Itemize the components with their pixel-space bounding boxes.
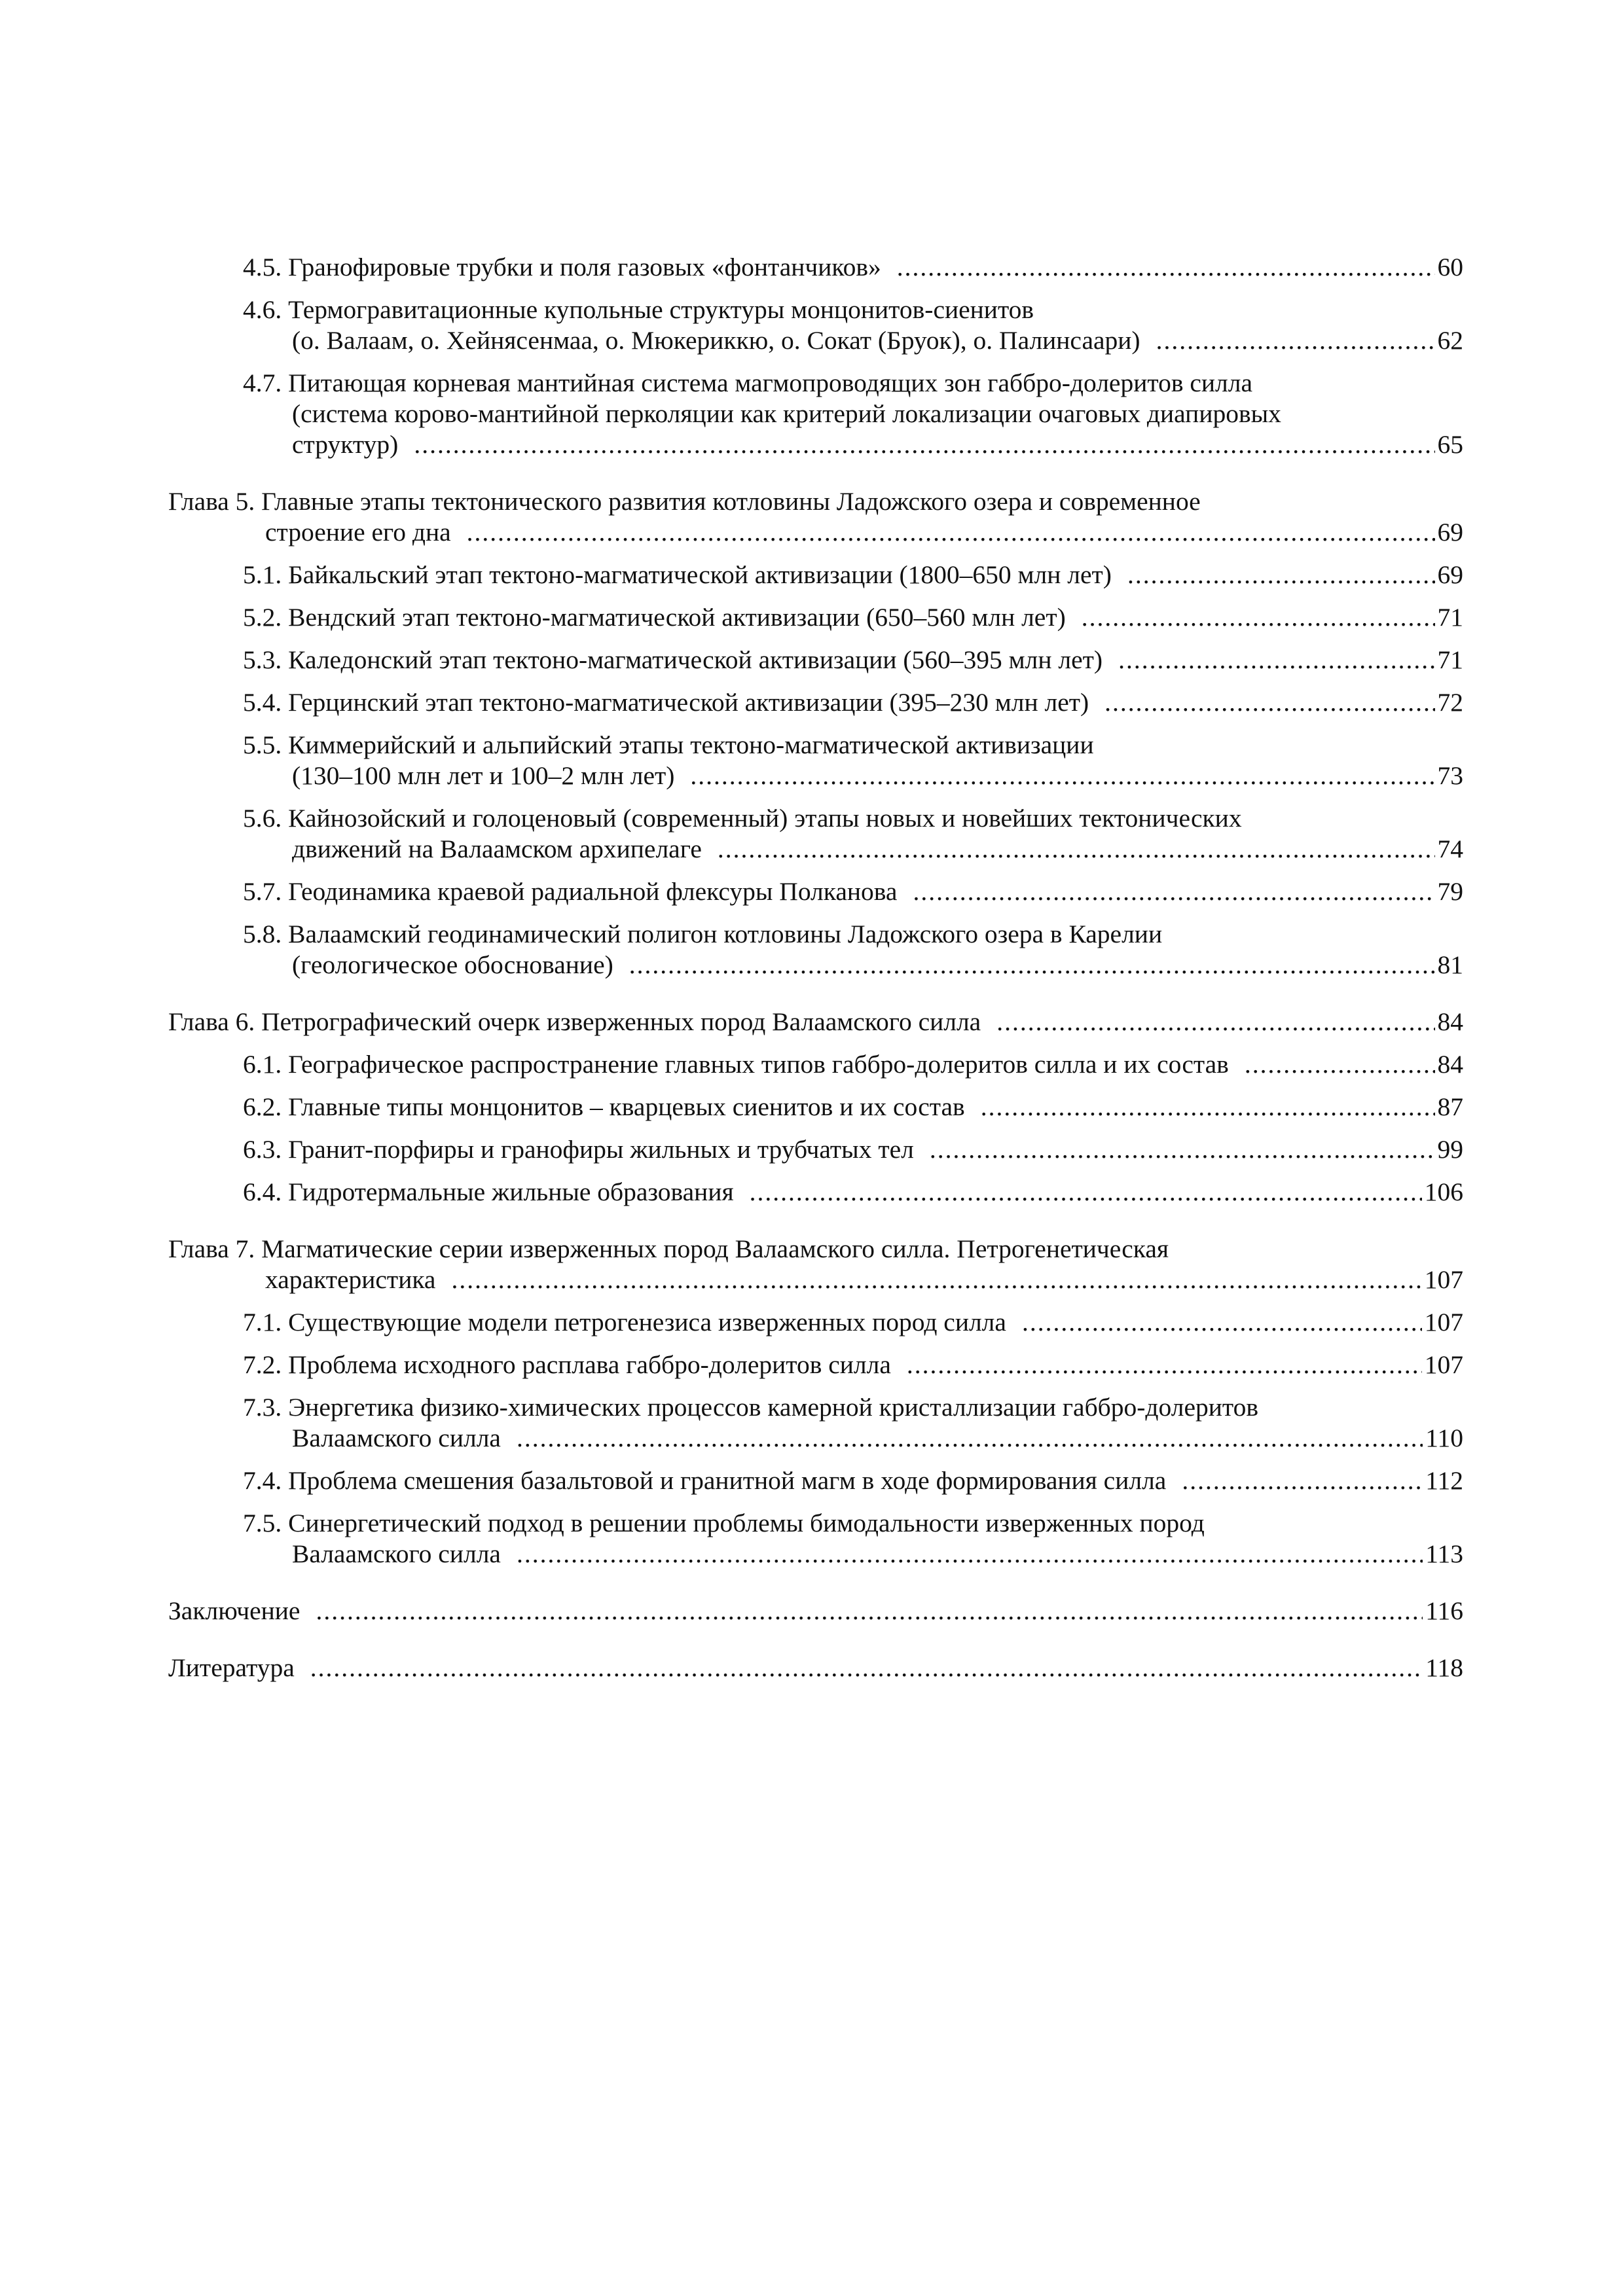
dot-leader [981,1092,1435,1122]
toc-page-number: 87 [1437,1092,1463,1121]
toc-entry-title-line: Глава 7. Магматические серии изверженных пород Валаамского силла. Петрогенетическая [168,1234,1169,1263]
toc-entry-title-line: 5.6. Кайнозойский и голоценовый (современный) этапы новых и новейших тектонических [243,804,1242,833]
toc-entry-title: 5.1. Байкальский этап тектоно-магматической активизации (1800–650 млн лет) [243,560,1112,589]
toc-entry-chapter-5 [168,486,1463,548]
toc-entry-5-7 [243,876,1463,907]
dot-leader [1118,645,1434,675]
toc-entry-title: 6.3. Гранит-порфиры и гранофиры жильных и трубчатых тел [243,1135,914,1164]
dot-leader [1127,560,1435,590]
toc-page-number: 81 [1437,950,1463,979]
toc-entry-title: 5.3. Каледонский этап тектоно-магматической активизации (560–395 млн лет) [243,645,1103,674]
dot-leader [1082,602,1435,633]
toc-entry-title: Валаамского силла [292,1539,501,1568]
toc-entry-line [243,876,1463,907]
toc-page-number: 60 [1437,253,1463,281]
toc-page-number: 106 [1424,1177,1463,1206]
toc-entry-7-2 [243,1350,1463,1380]
toc-page-number: 62 [1437,326,1463,355]
toc-page-number: 118 [1425,1653,1463,1682]
toc-entry-title: строение его дна [265,518,451,547]
toc-entry-chapter-7 [168,1234,1463,1295]
dot-leader [629,950,1435,980]
toc-page-number: 65 [1437,430,1463,459]
toc-entry-line [243,1134,1463,1165]
toc-entry-title: 7.1. Существующие модели петрогенезиса изверженных пород силла [243,1308,1006,1336]
toc-entry-6-3 [243,1134,1463,1165]
toc-entry-title-line: Глава 5. Главные этапы тектонического развития котловины Ладожского озера и современное [168,487,1201,516]
dot-leader [897,252,1435,283]
toc-entry-5-3 [243,645,1463,675]
dot-leader [1022,1307,1422,1338]
toc-entry-7-1 [243,1307,1463,1338]
dot-leader [467,517,1435,548]
toc-entry-line [243,252,1463,283]
toc-entry-7-3 [243,1392,1463,1454]
toc-entry-4-6 [243,295,1463,356]
toc-page-number: 112 [1425,1466,1463,1495]
toc-entry-title: (геологическое обоснование) [292,950,613,979]
toc-entry-chapter-6 [168,1007,1463,1037]
toc-entry-title: Глава 6. Петрографический очерк изверженных пород Валаамского силла [168,1007,981,1036]
toc-entry-line [168,517,1463,548]
toc-entry-5-5 [243,730,1463,791]
toc-entry-5-1 [243,560,1463,590]
dot-leader [750,1177,1422,1208]
toc-entry-line [243,1092,1463,1122]
toc-page-number: 99 [1437,1135,1463,1164]
toc-entry-line [168,1007,1463,1037]
toc-entry-title-line: 4.7. Питающая корневая мантийная система магмопроводящих зон габбро-долеритов силла [243,368,1252,397]
toc-entry-line [243,1177,1463,1208]
toc-page-number: 107 [1424,1265,1463,1294]
toc-entry-7-5 [243,1508,1463,1570]
toc-entry-title: Валаамского силла [292,1424,501,1452]
toc-entry-line [243,1307,1463,1338]
toc-entry-title: Заключение [168,1596,301,1625]
toc-entry-line [243,950,1463,980]
toc-entry-line [243,834,1463,865]
toc-entry-title: 6.4. Гидротермальные жильные образования [243,1177,734,1206]
toc-entry-6-1 [243,1049,1463,1080]
toc-page-number: 71 [1437,645,1463,674]
toc-entry-7-4 [243,1465,1463,1496]
dot-leader [1104,687,1434,718]
dot-leader [517,1539,1423,1570]
dot-leader [996,1007,1434,1037]
table-of-contents [168,252,1463,1695]
dot-leader [517,1423,1423,1454]
dot-leader [316,1596,1423,1626]
toc-entry-conclusion [168,1596,1463,1626]
toc-entry-line [243,429,1463,460]
toc-entry-title-line: 5.5. Киммерийский и альпийский этапы тектоно-магматической активизации [243,730,1094,759]
toc-entry-title: 6.1. Географическое распространение главных типов габбро-долеритов силла и их состав [243,1050,1229,1079]
toc-entry-line [243,645,1463,675]
toc-entry-title: структур) [292,430,399,459]
dot-leader [451,1265,1421,1295]
toc-entry-line [168,1596,1463,1626]
dot-leader [913,876,1434,907]
dot-leader [1156,325,1435,356]
toc-entry-title: 5.4. Герцинский этап тектоно-магматической активизации (395–230 млн лет) [243,688,1089,717]
toc-entry-line [243,761,1463,791]
toc-page-number: 74 [1437,834,1463,863]
toc-page-number: 107 [1424,1308,1463,1336]
toc-entry-line [243,1350,1463,1380]
dot-leader [1245,1049,1435,1080]
toc-entry-title: 6.2. Главные типы монцонитов – кварцевых сиенитов и их состав [243,1092,965,1121]
toc-entry-line [243,687,1463,718]
dot-leader [930,1134,1435,1165]
toc-entry-title: 5.7. Геодинамика краевой радиальной флексуры Полканова [243,877,898,906]
toc-page-number: 116 [1425,1596,1463,1625]
toc-entry-4-7 [243,368,1463,460]
toc-entry-title: характеристика [265,1265,436,1294]
toc-entry-literature [168,1653,1463,1683]
toc-entry-title: 7.4. Проблема смешения базальтовой и гранитной магм в ходе формирования силла [243,1466,1167,1495]
toc-entry-5-2 [243,602,1463,633]
toc-page-number: 72 [1437,688,1463,717]
toc-entry-line [243,602,1463,633]
toc-entry-title: Литература [168,1653,295,1682]
toc-entry-5-6 [243,803,1463,865]
toc-entry-line [168,1653,1463,1683]
toc-entry-title: (130–100 млн лет и 100–2 млн лет) [292,761,675,790]
toc-entry-title: 5.2. Вендский этап тектоно-магматической активизации (650–560 млн лет) [243,603,1066,632]
toc-entry-line [243,1049,1463,1080]
toc-entry-line [168,1265,1463,1295]
toc-entry-5-4 [243,687,1463,718]
toc-entry-title: 4.5. Гранофировые трубки и поля газовых «фонтанчиков» [243,253,881,281]
toc-entry-title-line: 7.3. Энергетика физико-химических процессов камерной кристаллизации габбро-долеритов [243,1393,1259,1422]
toc-page-number: 107 [1424,1350,1463,1379]
toc-entry-title: движений на Валаамском архипелаге [292,834,702,863]
toc-entry-line [243,1423,1463,1454]
dot-leader [907,1350,1422,1380]
dot-leader [414,429,1434,460]
toc-page-number: 110 [1425,1424,1463,1452]
toc-page-number: 73 [1437,761,1463,790]
toc-entry-title: 7.2. Проблема исходного расплава габбро-долеритов силла [243,1350,891,1379]
toc-entry-4-5 [243,252,1463,283]
dot-leader [310,1653,1423,1683]
toc-entry-title-line: 5.8. Валаамский геодинамический полигон котловины Ладожского озера в Карелии [243,920,1163,948]
toc-entry-6-4 [243,1177,1463,1208]
toc-entry-title-line: (система корово-мантийной перколяции как критерий локализации очаговых диапировых [292,399,1281,428]
dot-leader [690,761,1434,791]
toc-page-number: 79 [1437,877,1463,906]
toc-entry-6-2 [243,1092,1463,1122]
toc-entry-title: (о. Валаам, о. Хейнясенмаа, о. Мюкериккю, о. Сокат (Бруок), о. Палинсаари) [292,326,1140,355]
toc-page-number: 69 [1437,560,1463,589]
toc-entry-title-line: 4.6. Термогравитационные купольные структуры монцонитов-сиенитов [243,295,1034,324]
toc-page-number: 84 [1437,1050,1463,1079]
toc-entry-line [243,1465,1463,1496]
toc-entry-line [243,1539,1463,1570]
dot-leader [1182,1465,1423,1496]
toc-entry-line [243,560,1463,590]
toc-page-number: 69 [1437,518,1463,547]
dot-leader [718,834,1435,865]
toc-page-number: 113 [1425,1539,1463,1568]
toc-page-number: 84 [1437,1007,1463,1036]
toc-entry-title-line: 7.5. Синергетический подход в решении проблемы бимодальности изверженных пород [243,1509,1205,1537]
toc-entry-line [243,325,1463,356]
toc-entry-5-8 [243,919,1463,980]
toc-page-number: 71 [1437,603,1463,632]
